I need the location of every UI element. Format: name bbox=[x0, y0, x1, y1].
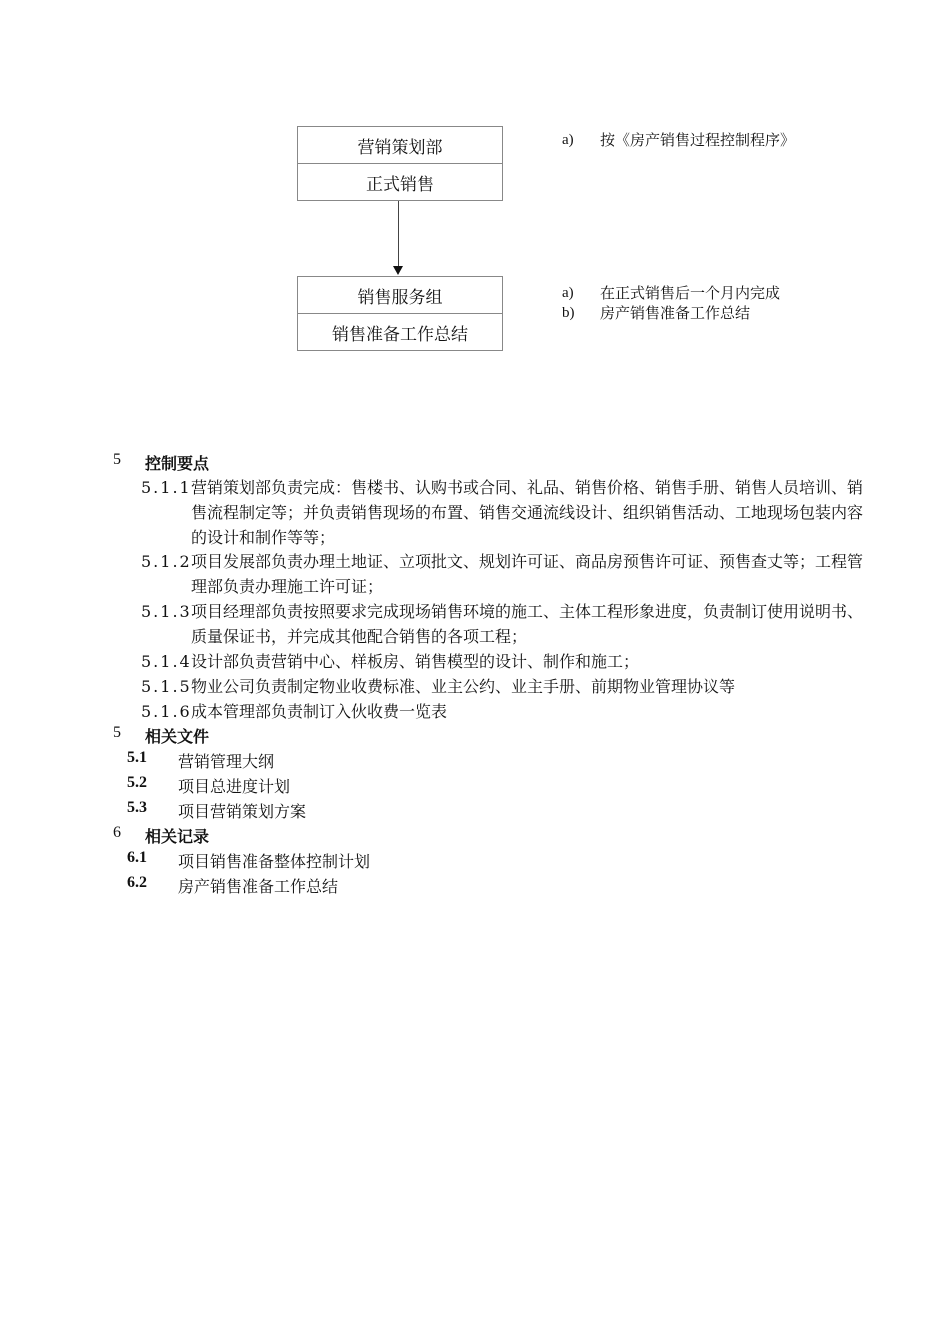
clause-item bbox=[141, 649, 876, 674]
section-title: 相关记录 bbox=[145, 827, 210, 846]
section-heading-docs bbox=[113, 724, 209, 747]
clause-number: 5.1.2 bbox=[141, 552, 192, 571]
reference-text: 项目总进度计划 bbox=[178, 777, 291, 796]
reference-item bbox=[127, 774, 290, 797]
note-marker: b) bbox=[562, 305, 575, 321]
note-item bbox=[562, 283, 780, 303]
flow-box-task: 销售准备工作总结 bbox=[298, 313, 502, 350]
section-number: 5 bbox=[113, 724, 121, 741]
reference-number: 5.2 bbox=[127, 774, 147, 791]
note-text: 房产销售准备工作总结 bbox=[600, 304, 751, 322]
clause-item bbox=[141, 599, 876, 649]
note-marker: a) bbox=[562, 132, 574, 148]
flow-box-dept: 销售服务组 bbox=[357, 287, 443, 308]
reference-number: 5.1 bbox=[127, 749, 147, 766]
flow-box-marketing bbox=[297, 126, 503, 201]
reference-number: 6.1 bbox=[127, 849, 147, 866]
section-number: 6 bbox=[113, 824, 121, 841]
clause-item bbox=[141, 674, 876, 699]
note-text: 按《房产销售过程控制程序》 bbox=[600, 131, 796, 149]
clause-number: 5.1.4 bbox=[141, 652, 192, 671]
note-text: 在正式销售后一个月内完成 bbox=[600, 284, 781, 302]
section-heading-control bbox=[113, 451, 209, 474]
flow-note-2 bbox=[562, 283, 780, 323]
section-title: 控制要点 bbox=[145, 454, 210, 473]
reference-number: 5.3 bbox=[127, 799, 147, 816]
clause-text: 营销策划部负责完成：售楼书、认购书或合同、礼品、销售价格、销售手册、销售人员培训、销售流程制定等；并负责销售现场的布置、销售交通流线设计、组织销售活动、工地现场包装内容的设计和制作等等； bbox=[191, 478, 864, 547]
clause-text: 设计部负责营销中心、样板房、销售模型的设计、制作和施工； bbox=[191, 652, 640, 671]
section-heading-records bbox=[113, 824, 209, 847]
note-item bbox=[562, 303, 780, 323]
note-marker: a) bbox=[562, 285, 574, 301]
reference-number: 6.2 bbox=[127, 874, 147, 891]
clause-item bbox=[141, 699, 876, 724]
clause-text: 物业公司负责制定物业收费标准、业主公约、业主手册、前期物业管理协议等 bbox=[191, 677, 736, 696]
section-title: 相关文件 bbox=[145, 727, 210, 746]
clause-text: 成本管理部负责制订入伙收费一览表 bbox=[191, 702, 448, 721]
reference-item bbox=[127, 874, 338, 897]
flow-box-sales-service bbox=[297, 276, 503, 351]
clause-number: 5.1.1 bbox=[141, 478, 192, 497]
note-item bbox=[562, 130, 795, 150]
section-number: 5 bbox=[113, 451, 121, 468]
reference-text: 项目营销策划方案 bbox=[178, 802, 307, 821]
clause-text: 项目发展部负责办理土地证、立项批文、规划许可证、商品房预售许可证、预售查丈等；工程管理部负责办理施工许可证； bbox=[191, 552, 864, 596]
flow-note-1 bbox=[562, 130, 795, 150]
reference-item bbox=[127, 799, 306, 822]
clause-item bbox=[141, 475, 876, 550]
reference-text: 营销管理大纲 bbox=[178, 752, 275, 771]
flow-box-dept: 营销策划部 bbox=[357, 137, 443, 158]
reference-text: 房产销售准备工作总结 bbox=[178, 877, 339, 896]
reference-text: 项目销售准备整体控制计划 bbox=[178, 852, 371, 871]
clause-text: 项目经理部负责按照要求完成现场销售环境的施工、主体工程形象进度，负责制订使用说明书、质量保证书，并完成其他配合销售的各项工程； bbox=[191, 602, 864, 646]
clause-number: 5.1.5 bbox=[141, 677, 192, 696]
reference-item bbox=[127, 749, 274, 772]
clause-number: 5.1.3 bbox=[141, 602, 192, 621]
flow-connector bbox=[398, 201, 399, 267]
reference-item bbox=[127, 849, 370, 872]
flow-arrow-head bbox=[393, 266, 403, 275]
clause-item bbox=[141, 549, 876, 599]
flow-box-task: 正式销售 bbox=[298, 163, 502, 200]
clause-number: 5.1.6 bbox=[141, 702, 192, 721]
